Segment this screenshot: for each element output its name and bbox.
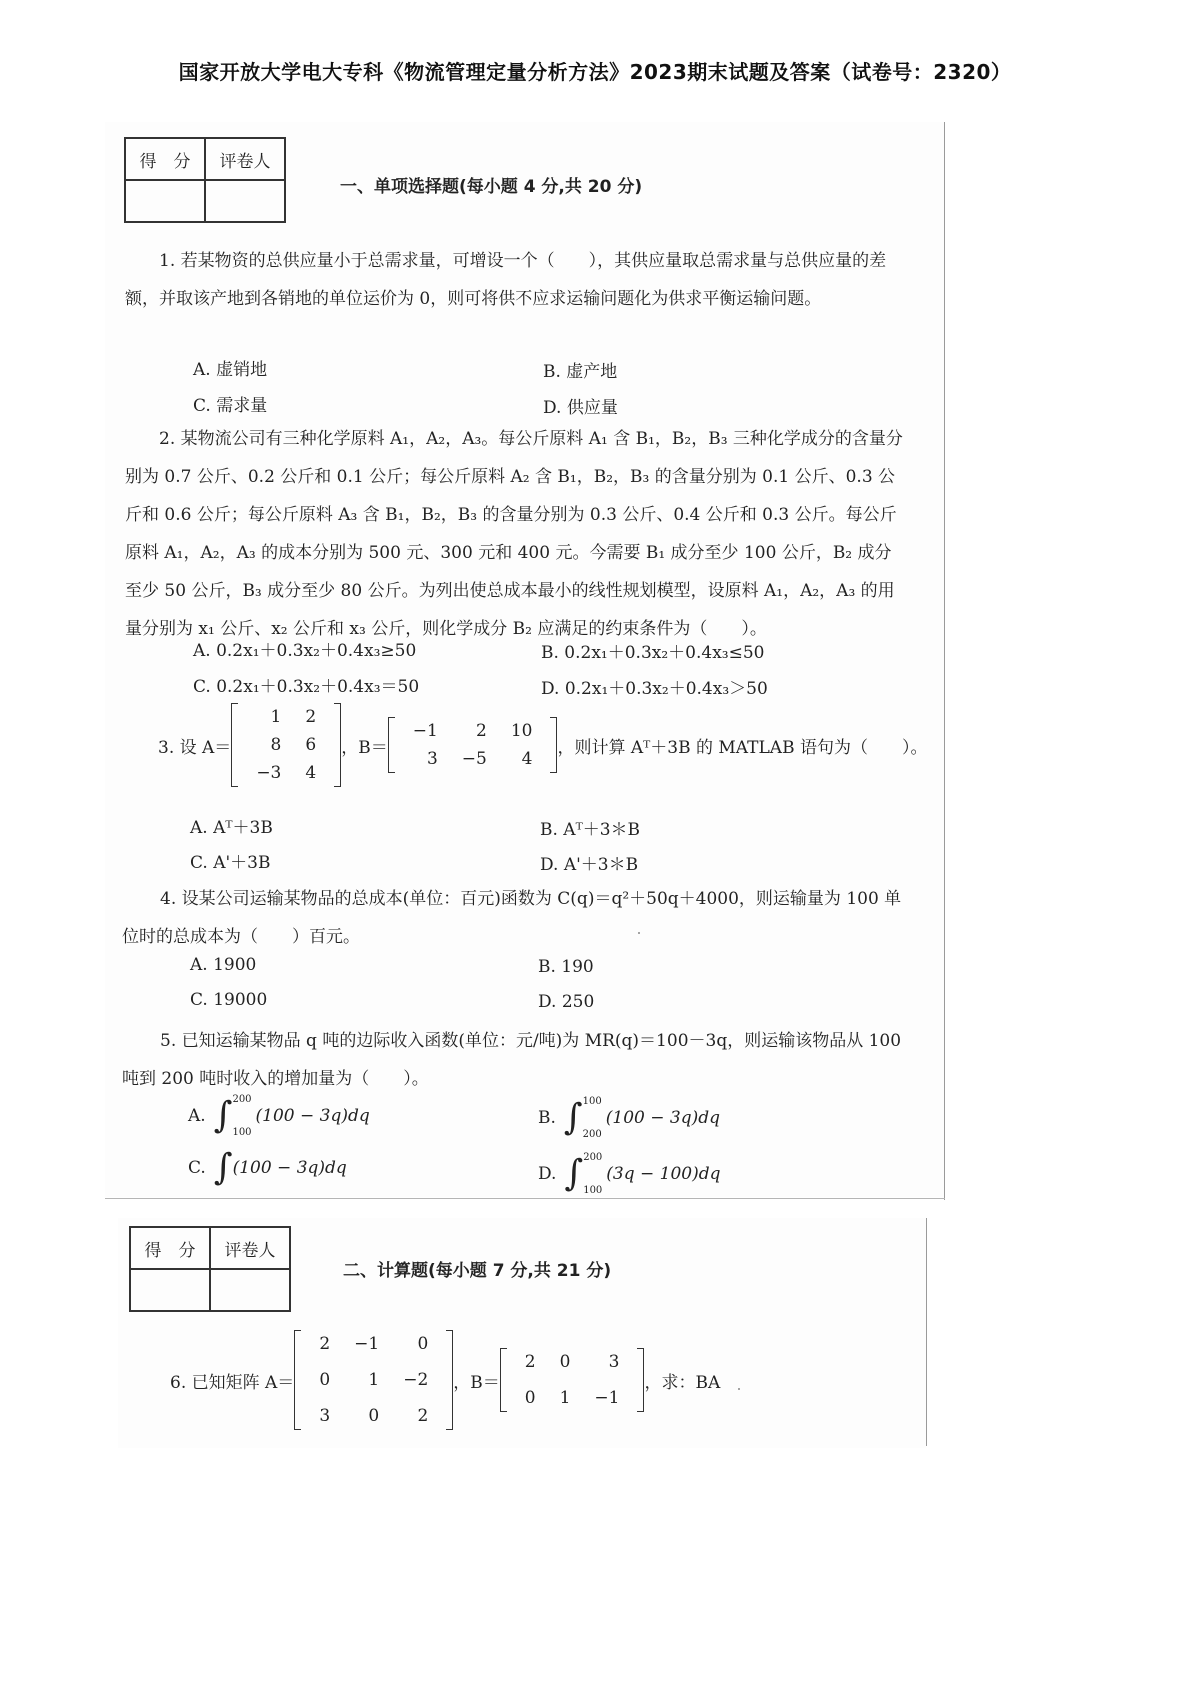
integral-limits — [583, 1096, 602, 1140]
question-3-suffix: ，则计算 Aᵀ＋3B 的 MATLAB 语句为（ ）。 — [557, 737, 928, 758]
matrix-b — [500, 1348, 645, 1412]
lower-limit: 100 — [232, 1127, 252, 1138]
question-6-prefix: 6. 已知矩阵 A＝ — [170, 1372, 295, 1393]
score-cell — [125, 180, 205, 222]
matrix-cell: −5 — [461, 749, 487, 769]
lower-limit: 200 — [582, 1129, 602, 1140]
integral-limits — [583, 1152, 602, 1196]
integral-symbol: ∫ — [213, 1147, 233, 1188]
matrix-cell: 6 — [305, 735, 317, 755]
question-3-option-b: B. Aᵀ＋3＊B — [540, 820, 641, 840]
question-1-text: 1. 若某物资的总供应量小于总需求量，可增设一个（ ），其供应量取总需求量与总供应量的差额，并取该产地到各销地的单位运价为 0，则可将供不应求运输问题化为供求平衡运输问题。 — [125, 251, 887, 309]
matrix-bracket-left — [500, 1348, 507, 1412]
upper-limit: 200 — [232, 1094, 252, 1105]
matrix-a-cells — [301, 1330, 446, 1430]
integral-sign — [564, 1152, 606, 1196]
scan-edge — [105, 1198, 945, 1199]
question-1-option-b: B. 虚产地 — [543, 362, 618, 382]
integrand: (100 − 3q)dq — [605, 1108, 720, 1128]
matrix-cell: 2 — [319, 1334, 331, 1354]
matrix-cell: 2 — [305, 707, 317, 727]
question-3-prefix: 3. 设 A＝ — [158, 737, 232, 758]
matrix-cell: 1 — [368, 1370, 380, 1390]
matrix-cell: −3 — [256, 763, 282, 783]
integral-sign — [564, 1096, 606, 1140]
option-label: B. — [538, 1108, 556, 1128]
matrix-b-cells — [507, 1348, 638, 1412]
matrix-cell: 1 — [270, 707, 282, 727]
question-4-option-d: D. 250 — [538, 992, 595, 1012]
question-5-option-d — [538, 1152, 721, 1196]
question-6-mid: ，B＝ — [453, 1372, 500, 1393]
matrix-cell: 2 — [476, 721, 487, 741]
question-2-option-a: A. 0.2x₁＋0.3x₂＋0.4x₃≥50 — [193, 641, 417, 661]
question-5-text: 5. 已知运输某物品 q 吨的边际收入函数(单位：元/吨)为 MR(q)＝100－3q，则运输该物品从 100 吨到 200 吨时收入的增加量为（ ）。 — [122, 1031, 902, 1089]
question-3-mid: ，B＝ — [341, 737, 388, 758]
matrix-cell: 2 — [417, 1406, 429, 1426]
matrix-cell: 10 — [510, 721, 533, 741]
matrix-cell: 4 — [305, 763, 317, 783]
integral-symbol: ∫ — [213, 1095, 233, 1136]
matrix-bracket-left — [294, 1330, 301, 1430]
matrix-cell: 0 — [368, 1406, 380, 1426]
question-4-text: 4. 设某公司运输某物品的总成本(单位：百元)函数为 C(q)＝q²＋50q＋4000，则运输量为 100 单位时的总成本为（ ）百元。 — [122, 889, 902, 947]
upper-limit: 100 — [582, 1096, 602, 1107]
integrand: (3q − 100)dq — [606, 1164, 721, 1184]
question-4-option-a: A. 1900 — [190, 955, 257, 975]
matrix-bracket-right — [334, 703, 341, 787]
upper-limit: 200 — [583, 1152, 603, 1163]
question-2-option-b: B. 0.2x₁＋0.3x₂＋0.4x₃≤50 — [541, 643, 765, 663]
matrix-a — [231, 703, 341, 787]
matrix-a-cells — [238, 703, 334, 787]
matrix-cell: −2 — [403, 1370, 429, 1390]
matrix-a — [294, 1330, 453, 1430]
question-1-option-d: D. 供应量 — [543, 398, 618, 418]
section-1-heading: 一、单项选择题(每小题 4 分,共 20 分) — [340, 177, 643, 197]
matrix-cell: 3 — [426, 749, 438, 769]
integrand: (100 − 3q)dq — [232, 1158, 347, 1178]
question-2-text: 2. 某物流公司有三种化学原料 A₁，A₂，A₃。每公斤原料 A₁ 含 B₁，B₂，B₃ 三种化学成分的含量分别为 0.7 公斤、0.2 公斤和 0.1 公斤；每公斤原料 A₂ 含 B₁，B₂，B₃ 的含量分别为 0.1 公斤、0.3 公斤和 0.6 公斤；每公斤原料 A₃ 含 B₁，B₂，B₃ 的含量分别为 0.3 公斤、0.4 公斤和 0.3 公斤。每公斤原料 A₁，A₂，A₃ 的成本分别为 500 元、300 元和 400 元。今需要 B₁ 成分至少 100 公斤，B₂ 成分至少 50 公斤，B₃ 成分至少 80 公斤。为列出使总成本最小的线性规划模型，设原料 A₁，A₂，A₃ 的用量分别为 x₁ 公斤、x₂ 公斤和 x₃ 公斤，则化学成分 B₂ 应满足的约束条件为（ ）。 — [125, 429, 903, 639]
matrix-cell: 0 — [559, 1352, 571, 1372]
matrix-cell: 3 — [608, 1352, 620, 1372]
score-label: 得 分 — [130, 1227, 210, 1269]
matrix-bracket-left — [388, 717, 395, 773]
document-title: 国家开放大学电大专科《物流管理定量分析方法》2023期末试题及答案（试卷号：2320） — [178, 60, 1012, 84]
grader-cell — [205, 180, 285, 222]
scan-edge — [926, 1218, 927, 1446]
grader-label: 评卷人 — [210, 1227, 290, 1269]
integral-symbol: ∫ — [564, 1153, 584, 1194]
matrix-bracket-right — [637, 1348, 644, 1412]
question-2-option-c: C. 0.2x₁＋0.3x₂＋0.4x₃＝50 — [193, 677, 420, 697]
matrix-cell: 1 — [559, 1388, 571, 1408]
integrand: (100 − 3q)dq — [255, 1106, 370, 1126]
grader-table-2 — [129, 1226, 291, 1312]
matrix-cell: 8 — [270, 735, 282, 755]
question-4-option-b: B. 190 — [538, 957, 594, 977]
matrix-bracket-left — [231, 703, 238, 787]
matrix-bracket-right — [550, 717, 557, 773]
question-5-option-c — [188, 1147, 347, 1188]
question-6-stem — [170, 1330, 720, 1430]
matrix-cell: 2 — [524, 1352, 536, 1372]
lower-limit: 100 — [583, 1185, 603, 1196]
scan-speck — [638, 932, 640, 934]
integral-sign — [213, 1147, 233, 1188]
question-3-option-d: D. A'＋3＊B — [540, 855, 639, 875]
question-4-option-c: C. 19000 — [190, 990, 268, 1010]
question-1-option-c: C. 需求量 — [193, 396, 268, 416]
grader-table-1 — [124, 137, 286, 223]
integral-sign — [214, 1094, 256, 1138]
matrix-cell: 3 — [319, 1406, 331, 1426]
question-1-option-a: A. 虚销地 — [193, 360, 268, 380]
score-label: 得 分 — [125, 138, 205, 180]
matrix-cell: 4 — [521, 749, 533, 769]
option-label: C. — [188, 1158, 206, 1178]
scan-speck — [738, 1388, 740, 1390]
question-5-option-b — [538, 1096, 720, 1140]
matrix-cell: 0 — [417, 1334, 429, 1354]
matrix-cell: −1 — [412, 721, 438, 741]
matrix-bracket-right — [446, 1330, 453, 1430]
integral-limits — [232, 1094, 251, 1138]
matrix-cell: −1 — [594, 1388, 620, 1408]
matrix-cell: 0 — [319, 1370, 331, 1390]
grader-label: 评卷人 — [205, 138, 285, 180]
question-3-stem — [158, 703, 927, 787]
question-5-option-a — [188, 1094, 370, 1138]
integral-symbol: ∫ — [563, 1097, 583, 1138]
matrix-cell: 0 — [524, 1388, 536, 1408]
option-label: D. — [538, 1164, 557, 1184]
question-3-option-a: A. Aᵀ＋3B — [190, 818, 273, 838]
option-label: A. — [188, 1106, 206, 1126]
scan-edge — [944, 122, 945, 1200]
matrix-b-cells — [395, 717, 551, 773]
question-6-suffix: ，求：BA — [644, 1372, 721, 1393]
matrix-cell: −1 — [354, 1334, 380, 1354]
matrix-b — [388, 717, 558, 773]
section-2-heading: 二、计算题(每小题 7 分,共 21 分) — [343, 1261, 612, 1281]
grader-cell — [210, 1269, 290, 1311]
question-2-option-d: D. 0.2x₁＋0.3x₂＋0.4x₃＞50 — [541, 679, 768, 699]
question-3-option-c: C. A'＋3B — [190, 853, 271, 873]
score-cell — [130, 1269, 210, 1311]
